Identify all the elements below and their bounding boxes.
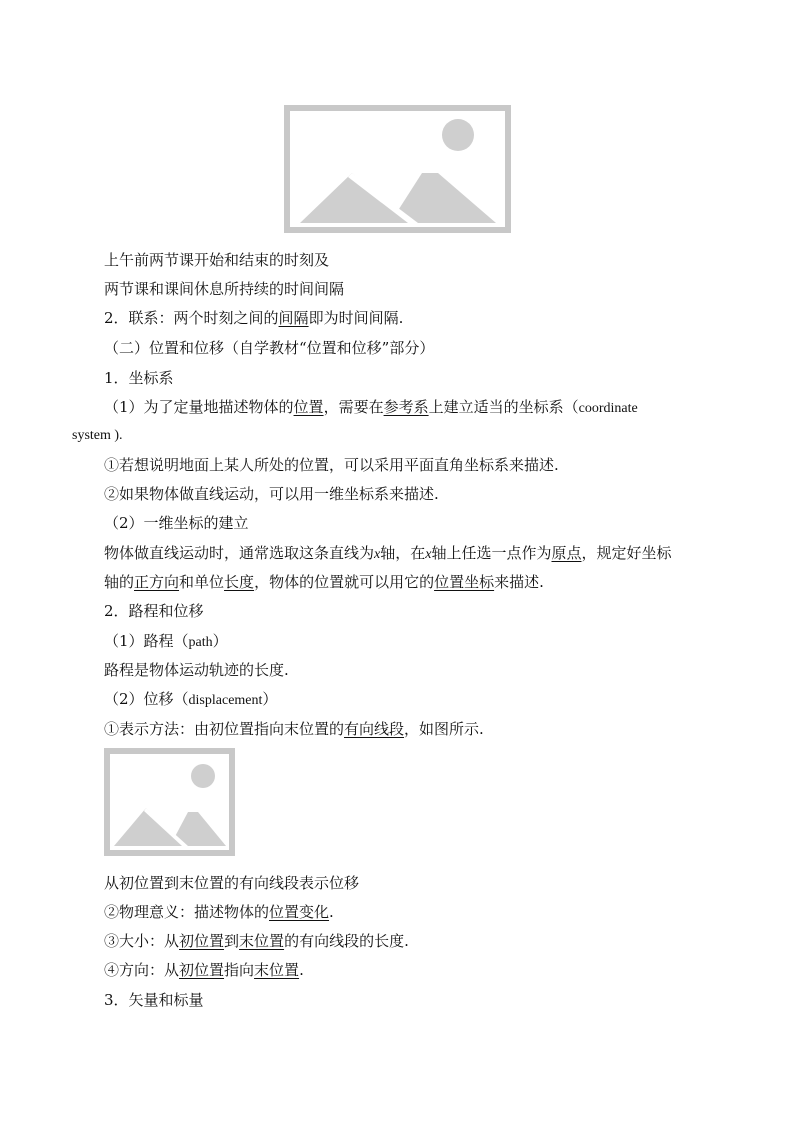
text: ，规定好坐标 bbox=[581, 544, 672, 562]
text-line-direction bbox=[104, 960, 304, 980]
text: 的有向线段的长度. bbox=[284, 932, 409, 950]
underlined-term: 间隔 bbox=[278, 309, 309, 327]
image-placeholder-small bbox=[104, 748, 235, 856]
image-placeholder-icon bbox=[290, 111, 505, 227]
latin-term: displacement bbox=[188, 693, 263, 708]
latin-term: coordinate bbox=[578, 401, 638, 416]
text: （1）为了定量地描述物体的 bbox=[104, 398, 294, 416]
text: 到 bbox=[224, 932, 240, 950]
text: 来描述. bbox=[494, 573, 544, 591]
text: ④方向：从 bbox=[104, 961, 180, 979]
underlined-term: 初位置 bbox=[179, 961, 225, 979]
text: 轴，在 bbox=[380, 544, 426, 562]
text-line-plane: ①若想说明地面上某人所处的位置，可以采用平面直角坐标系来描述. bbox=[104, 456, 559, 474]
text: 轴的 bbox=[104, 573, 135, 591]
latin-term: path bbox=[188, 635, 213, 650]
text-line-straight: ②如果物体做直线运动，可以用一维坐标系来描述. bbox=[104, 485, 439, 503]
text: ①表示方法：由初位置指向末位置的 bbox=[104, 720, 345, 738]
text-line-coordinate-2: system ). bbox=[72, 428, 123, 443]
text: . bbox=[329, 903, 334, 921]
underlined-term: 参考系 bbox=[383, 398, 429, 416]
text: （1）路程（ bbox=[104, 632, 189, 650]
text: ③大小：从 bbox=[104, 932, 180, 950]
text: 上建立适当的坐标系（ bbox=[428, 398, 579, 416]
text-line-coordinate-1 bbox=[104, 397, 638, 419]
underlined-term: 位置 bbox=[293, 398, 324, 416]
text-line-1d-1 bbox=[104, 543, 672, 565]
subheading-coordinate: 1．坐标系 bbox=[104, 369, 174, 387]
text: 物体做直线运动时，通常选取这条直线为 bbox=[104, 544, 375, 562]
text-line-path-heading bbox=[104, 631, 228, 653]
variable-x: x bbox=[425, 547, 432, 562]
caption-line-2: 两节课和课间休息所持续的时间间隔 bbox=[104, 280, 345, 298]
underlined-term: 正方向 bbox=[134, 573, 180, 591]
text: ②物理意义：描述物体的 bbox=[104, 903, 270, 921]
text-line-relation bbox=[104, 308, 403, 328]
text: （2）位移（ bbox=[104, 690, 189, 708]
text: ） bbox=[212, 632, 228, 650]
variable-x: x bbox=[374, 547, 381, 562]
text-line-representation bbox=[104, 719, 484, 739]
underlined-term: 位置变化 bbox=[269, 903, 330, 921]
section-heading-position: （二）位置和位移（自学教材“位置和位移”部分） bbox=[104, 339, 435, 357]
text: ，物体的位置就可以用它的 bbox=[254, 573, 435, 591]
text: ，如图所示. bbox=[404, 720, 484, 738]
text-line-path-def: 路程是物体运动轨迹的长度. bbox=[104, 661, 289, 679]
text-line-displacement-heading bbox=[104, 689, 277, 711]
text: . bbox=[299, 961, 304, 979]
subheading-vector-scalar: 3．矢量和标量 bbox=[104, 991, 204, 1009]
underlined-term: 长度 bbox=[224, 573, 255, 591]
text-line-magnitude bbox=[104, 931, 409, 951]
text: 轴上任选一点作为 bbox=[431, 544, 552, 562]
text: ） bbox=[262, 690, 278, 708]
underlined-term: 末位置 bbox=[239, 932, 285, 950]
underlined-term: 末位置 bbox=[254, 961, 300, 979]
caption-small-image: 从初位置到末位置的有向线段表示位移 bbox=[104, 874, 360, 892]
text: 和单位 bbox=[179, 573, 225, 591]
text: 即为时间间隔. bbox=[308, 309, 404, 327]
underlined-term: 原点 bbox=[551, 544, 582, 562]
underlined-term: 位置坐标 bbox=[434, 573, 495, 591]
image-placeholder-icon bbox=[110, 754, 229, 850]
caption-line-1: 上午前两节课开始和结束的时刻及 bbox=[104, 251, 330, 269]
subheading-1d: （2）一维坐标的建立 bbox=[104, 514, 249, 532]
text-line-meaning bbox=[104, 902, 334, 922]
underlined-term: 有向线段 bbox=[344, 720, 405, 738]
text-line-1d-2 bbox=[104, 572, 544, 592]
image-placeholder-top bbox=[284, 105, 511, 233]
text: 指向 bbox=[224, 961, 255, 979]
text: 2．联系：两个时刻之间的 bbox=[104, 309, 279, 327]
text: ，需要在 bbox=[323, 398, 384, 416]
subheading-path-displacement: 2．路程和位移 bbox=[104, 602, 204, 620]
underlined-term: 初位置 bbox=[179, 932, 225, 950]
